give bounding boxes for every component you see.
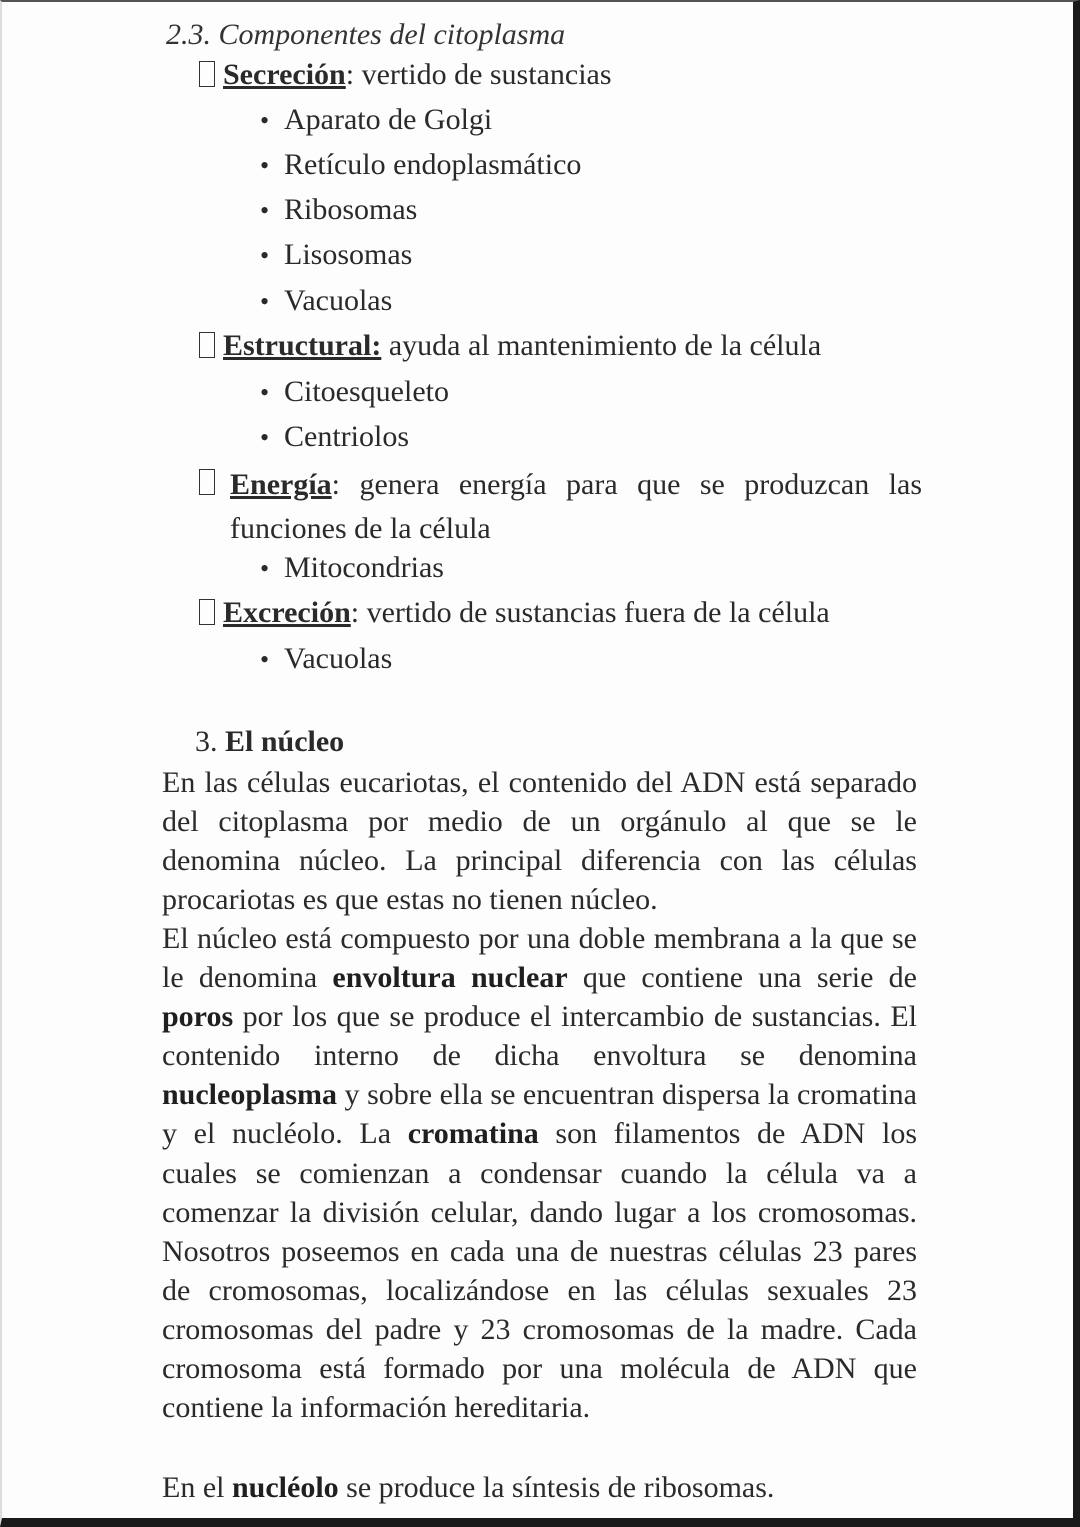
category-energia-box bbox=[199, 466, 223, 500]
list-item-text: Aparato de Golgi bbox=[284, 103, 493, 136]
text: son filamentos de ADN los cuales se comienzan a condensar cuando la célula va a comenzar la división celular, dando lugar a los cromosomas. Nosotros poseemos en cada una de nuestras células 23 pares de cromosomas, localizándose en las células sexuales 23 cromosomas del padre y 23 cromosomas de la madre. Cada cromosoma está formado por una molécula de ADN que contiene la información hereditaria. bbox=[162, 1117, 917, 1425]
list-item-text: Vacuolas bbox=[284, 642, 393, 675]
list-item bbox=[260, 193, 417, 227]
checkbox-square-icon bbox=[199, 599, 215, 625]
list-item bbox=[260, 420, 409, 454]
checkbox-square-icon bbox=[199, 61, 215, 87]
list-item bbox=[260, 103, 492, 137]
category-description: vertido de sustancias bbox=[354, 58, 612, 91]
bullet-icon: • bbox=[260, 106, 270, 135]
bullet-icon: • bbox=[260, 378, 270, 407]
section-heading bbox=[195, 725, 344, 759]
list-item-text: Ribosomas bbox=[284, 193, 418, 226]
category-secrecion bbox=[199, 58, 612, 92]
list-item bbox=[260, 551, 444, 585]
list-item bbox=[260, 284, 392, 318]
list-item bbox=[260, 238, 412, 272]
section-title: 2.3. Componentes del citoplasma bbox=[166, 18, 566, 51]
text: que contiene una serie de bbox=[567, 961, 917, 995]
category-name: Estructural: bbox=[223, 329, 382, 362]
list-item-text: Centriolos bbox=[284, 420, 409, 453]
list-item-text: Retículo endoplasmático bbox=[284, 148, 582, 181]
bold-term: cromatina bbox=[407, 1117, 539, 1151]
category-name: Energía bbox=[230, 468, 332, 501]
bold-term: envoltura nuclear bbox=[332, 961, 568, 995]
heading-title: El núcleo bbox=[225, 725, 345, 758]
category-separator: : bbox=[331, 468, 341, 501]
paragraph-1: En las células eucariotas, el contenido del ADN está separado del citoplasma por medio de un orgánulo al que se le denomina núcleo. La principal diferencia con las células procariotas es que estas no tienen núcleo. bbox=[162, 766, 917, 917]
list-item-text: Mitocondrias bbox=[284, 551, 444, 584]
category-name: Secreción bbox=[223, 58, 346, 91]
category-estructural bbox=[199, 329, 821, 363]
bold-term: poros bbox=[162, 1000, 234, 1034]
category-description: vertido de sustancias fuera de la célula bbox=[359, 596, 830, 629]
paragraph-2 bbox=[162, 919, 917, 1427]
text: En el bbox=[162, 1471, 232, 1504]
list-item-text: Citoesqueleto bbox=[284, 375, 449, 408]
bullet-icon: • bbox=[260, 554, 270, 583]
list-item bbox=[260, 375, 449, 409]
bold-term: nucléolo bbox=[231, 1471, 339, 1504]
category-separator: : bbox=[350, 596, 360, 629]
category-energia bbox=[230, 463, 922, 551]
bold-term: nucleoplasma bbox=[162, 1078, 338, 1112]
list-item-text: Lisosomas bbox=[284, 238, 413, 271]
bullet-icon: • bbox=[260, 423, 270, 452]
list-item-text: Vacuolas bbox=[284, 284, 393, 317]
bullet-icon: • bbox=[260, 645, 270, 674]
text: se produce la síntesis de ribosomas. bbox=[338, 1471, 775, 1504]
category-name: Excreción bbox=[223, 596, 351, 629]
category-description: ayuda al mantenimiento de la célula bbox=[381, 329, 822, 362]
list-item bbox=[260, 642, 392, 676]
paragraph-3 bbox=[162, 1468, 917, 1507]
bullet-icon: • bbox=[260, 287, 270, 316]
list-item bbox=[260, 148, 581, 182]
text: por los que se produce el intercambio de sustancias. El contenido interno de dicha envoltura se denomina bbox=[162, 1000, 917, 1073]
text: y sobre ella se encuentran dispersa la cromatina y el nucléolo. La bbox=[162, 1078, 917, 1151]
checkbox-square-icon bbox=[199, 469, 215, 495]
category-description: genera energía para que se produzcan las funciones de la célula bbox=[230, 468, 922, 545]
text: El núcleo está compuesto por una doble membrana a la que se le denomina bbox=[162, 922, 917, 995]
bullet-icon: • bbox=[260, 151, 270, 180]
bullet-icon: • bbox=[260, 241, 270, 270]
category-separator: : bbox=[345, 58, 355, 91]
heading-number: 3. bbox=[195, 725, 218, 758]
checkbox-square-icon bbox=[199, 332, 215, 358]
bullet-icon: • bbox=[260, 196, 270, 225]
category-excrecion bbox=[199, 596, 830, 630]
